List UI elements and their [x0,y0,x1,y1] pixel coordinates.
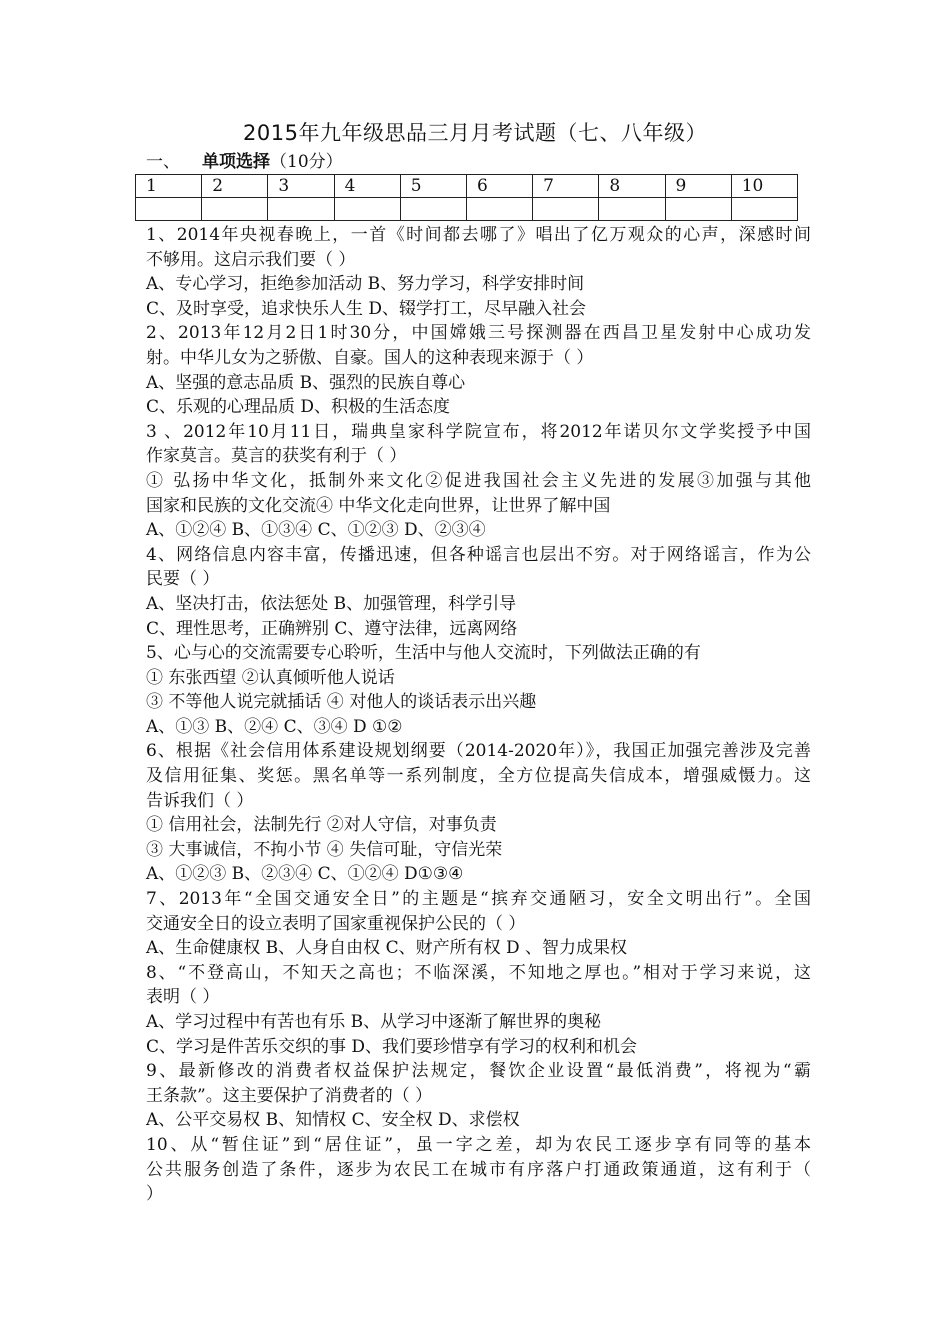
question-line: 4、网络信息内容丰富，传播迅速，但各种谣言也层出不穷。对于网络谣言，作为公 [146,544,811,565]
question-line: 射。中华儿女为之骄傲、自豪。国人的这种表现来源于（ ） [146,347,594,368]
question-line: ③ 不等他人说完就插话 ④ 对他人的谈话表示出兴趣 [146,692,537,713]
question-line: A、①②④ B、①③④ C、①②③ D、②③④ [146,520,486,541]
question-line: 公共服务创造了条件，逐步为农民工在城市有序落户打通政策通道，这有利于（ [146,1159,811,1180]
question-line: 5、心与心的交流需要专心聆听，生活中与他人交流时，下列做法正确的有 [146,643,701,664]
question-line: 国家和民族的文化交流④ 中华文化走向世界，让世界了解中国 [146,495,611,516]
question-line: 作家莫言。莫言的获奖有利于（ ） [146,446,407,467]
answer-header-cell: 1 [136,175,202,198]
question-line: 王条款”。这主要保护了消费者的（ ） [146,1085,433,1106]
question-line: 不够用。这启示我们要（ ） [146,249,356,270]
question-line: 表明（ ） [146,987,220,1008]
answer-table-header-row [136,175,798,198]
answer-blank-cell[interactable] [466,198,532,221]
answer-header-cell: 9 [665,175,731,198]
answer-header-cell: 4 [334,175,400,198]
question-line: A、坚决打击，依法惩处 B、加强管理，科学引导 [146,593,517,614]
question-line: ① 弘扬中华文化，抵制外来文化②促进我国社会主义先进的发展③加强与其他 [146,470,811,491]
answer-blank-cell[interactable] [268,198,334,221]
question-line: 7、2013年“全国交通安全日”的主题是“摈弃交通陋习，安全文明出行”。全国 [146,889,811,910]
answer-blank-cell[interactable] [533,198,599,221]
question-line: C、乐观的心理品质 D、积极的生活态度 [146,397,451,418]
answer-blank-cell[interactable] [136,198,202,221]
question-line: C、学习是件苦乐交织的事 D、我们要珍惜享有学习的权利和机会 [146,1036,638,1057]
answer-table-blank-row [136,198,798,221]
answer-header-cell: 6 [466,175,532,198]
section-heading [146,150,343,174]
question-line: 8、“不登高山，不知天之高也；不临深溪，不知地之厚也。”相对于学习来说，这 [146,962,811,983]
question-line: ① 信用社会，法制先行 ②对人守信，对事负责 [146,815,497,836]
question-line: 2、2013年12月2日1时30分，中国嫦娥三号探测器在西昌卫星发射中心成功发 [146,323,811,344]
question-line: 3 、2012年10月11日，瑞典皇家科学院宣布，将2012年诺贝尔文学奖授予中国 [146,421,811,442]
answer-header-cell: 3 [268,175,334,198]
question-line: 告诉我们（ ） [146,790,254,811]
question-line: A、坚强的意志品质 B、强烈的民族自尊心 [146,372,466,393]
question-body [146,223,811,1207]
question-line: A、①②③ B、②③④ C、①②④ D①③④ [146,864,464,885]
answer-blank-cell[interactable] [599,198,665,221]
question-line: A、①③ B、②④ C、③④ D ①② [146,716,403,737]
question-line: 1、2014年央视春晚上，一首《时间都去哪了》唱出了亿万观众的心声，深感时间 [146,225,811,245]
answer-blank-cell[interactable] [202,198,268,221]
question-line: ③ 大事诚信，不拘小节 ④ 失信可耻，守信光荣 [146,839,503,860]
answer-header-cell: 8 [599,175,665,198]
answer-blank-cell[interactable] [334,198,400,221]
question-line: 民要（ ） [146,569,220,590]
page-title: 2015年九年级思品三月月考试题（七、八年级） [243,121,707,145]
section-score: （10分） [270,152,343,172]
answer-blank-cell[interactable] [665,198,731,221]
answer-blank-cell[interactable] [731,198,797,221]
answer-header-cell: 7 [533,175,599,198]
question-line: 10、从“暂住证”到“居住证”，虽一字之差，却为农民工逐步享有同等的基本 [146,1134,811,1155]
answer-header-cell: 10 [731,175,797,198]
question-line: C、及时享受，追求快乐人生 D、辍学打工，尽早融入社会 [146,298,587,319]
question-line: A、生命健康权 B、人身自由权 C、财产所有权 D 、智力成果权 [146,938,628,959]
question-line: 9、最新修改的消费者权益保护法规定，餐饮企业设置“最低消费”，将视为“霸 [146,1061,811,1082]
question-line: ） [146,1184,163,1205]
question-line: A、学习过程中有苦也有乐 B、从学习中逐渐了解世界的奥秘 [146,1012,602,1032]
question-line: C、理性思考，正确辨别 C、遵守法律，远离网络 [146,618,518,639]
question-line: 交通安全日的设立表明了国家重视保护公民的（ ） [146,913,526,934]
question-line: 及信用征集、奖惩。黑名单等一系列制度，全方位提高失信成本，增强威慑力。这 [146,766,811,787]
question-line: A、公平交易权 B、知情权 C、安全权 D、求偿权 [146,1110,520,1131]
answer-blank-cell[interactable] [400,198,466,221]
question-line: A、专心学习，拒绝参加活动 B、努力学习，科学安排时间 [146,274,585,295]
answer-table [135,174,798,221]
section-label: 单项选择 [202,152,270,172]
question-line: 6、根据《社会信用体系建设规划纲要（2014-2020年）》，我国正加强完善涉及完善 [146,741,811,762]
question-line: ① 东张西望 ②认真倾听他人说话 [146,667,395,688]
section-number: 一、 [146,152,180,172]
answer-header-cell: 5 [400,175,466,198]
answer-header-cell: 2 [202,175,268,198]
